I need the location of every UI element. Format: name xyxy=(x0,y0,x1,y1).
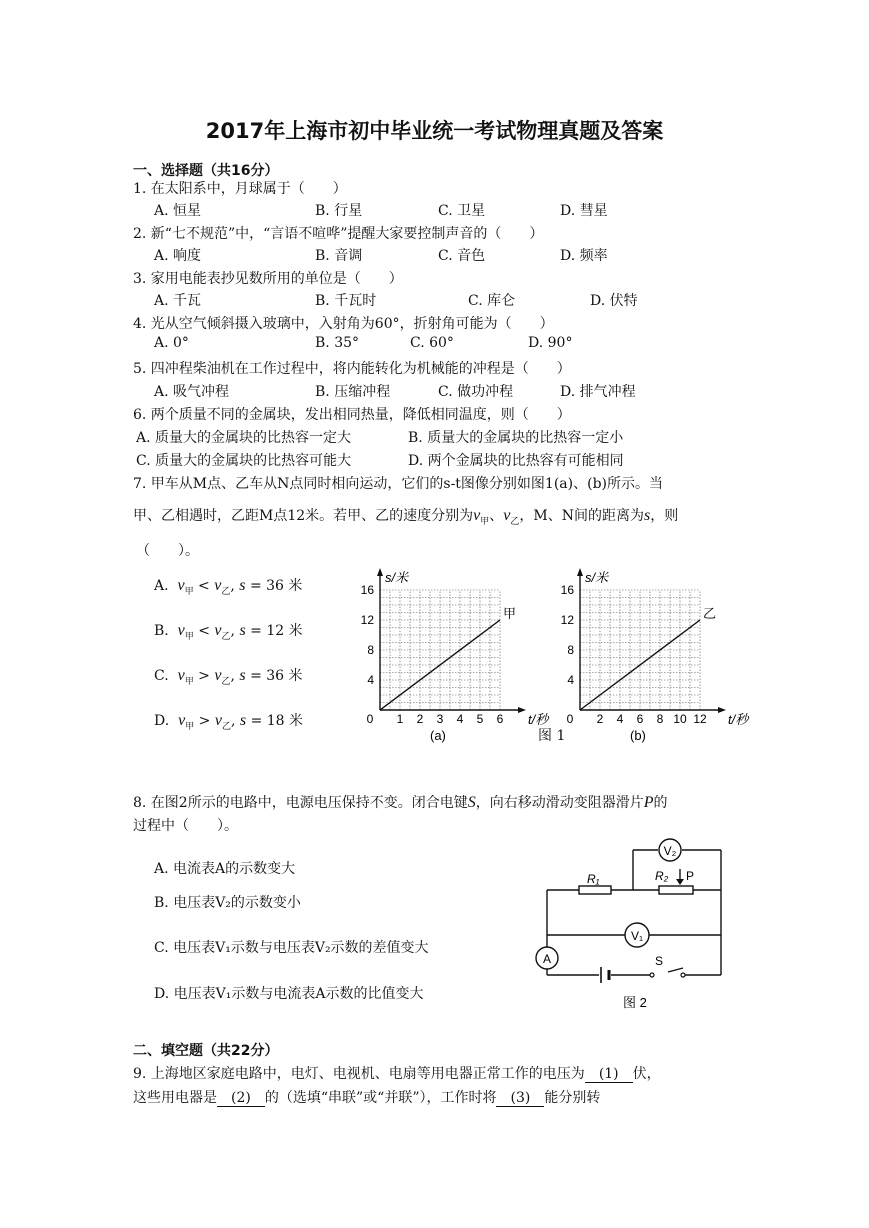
x-tick-label: 0 xyxy=(366,712,374,726)
question-7-line-3: （ ）。 xyxy=(136,543,199,559)
question-3-option-a: A. 千瓦 xyxy=(154,293,202,309)
question-2-option-b: B. 音调 xyxy=(315,248,363,264)
question-8-option-c: C. 电压表V₁示数与电压表V₂示数的差值变大 xyxy=(154,940,429,956)
x-axis-arrow-icon xyxy=(518,707,526,713)
x-tick-label: 3 xyxy=(436,712,444,726)
question-2-stem: 2. 新“七不规范”中，“言语不喧哗”提醒大家要控制声音的（ ） xyxy=(133,226,544,242)
y-tick-label: 16 xyxy=(360,583,374,597)
question-8-line-2: 过程中（ ）。 xyxy=(133,818,238,834)
blank-3[interactable]: (3) xyxy=(496,1090,544,1107)
resistor-r1-icon xyxy=(579,886,611,894)
question-4-option-b: B. 35° xyxy=(315,335,360,351)
y-tick-label: 4 xyxy=(567,673,574,687)
switch-s-icon xyxy=(650,973,654,977)
question-4-option-a: A. 0° xyxy=(154,335,189,351)
y-tick-label: 16 xyxy=(560,583,574,597)
question-2-option-a: A. 响度 xyxy=(154,248,202,264)
v2-label: V₂ xyxy=(663,844,677,858)
question-6-stem: 6. 两个质量不同的金属块，发出相同热量，降低相同温度，则（ ） xyxy=(133,407,571,423)
question-6-option-a: A. 质量大的金属块的比热容一定大 xyxy=(136,430,352,446)
y-axis-arrow-icon xyxy=(377,568,383,576)
question-6-option-d: D. 两个金属块的比热容有可能相同 xyxy=(408,453,624,469)
x-tick-label: 12 xyxy=(693,712,707,726)
question-8-option-b: B. 电压表V₂的示数变小 xyxy=(154,895,301,911)
y-axis-arrow-icon xyxy=(577,568,583,576)
figure-2-caption: 图 2 xyxy=(623,995,647,1010)
y-tick-label: 8 xyxy=(567,643,574,657)
question-4-stem: 4. 光从空气倾斜摄入玻璃中，入射角为60°，折射角可能为（ ） xyxy=(133,316,554,332)
figure-1b-chart xyxy=(540,565,750,745)
x-tick-label: 5 xyxy=(476,712,484,726)
question-3-option-d: D. 伏特 xyxy=(590,293,638,309)
question-5-stem: 5. 四冲程柴油机在工作过程中，将内能转化为机械能的冲程是（ ） xyxy=(133,361,571,377)
y-tick-label: 8 xyxy=(367,643,374,657)
x-tick-label: 4 xyxy=(616,712,624,726)
series-label: 乙 xyxy=(703,606,717,621)
page-title: 2017年上海市初中毕业统一考试物理真题及答案 xyxy=(205,119,664,143)
question-1-option-a: A. 恒星 xyxy=(154,203,202,219)
question-8-option-d: D. 电压表V₁示数与电流表A示数的比值变大 xyxy=(154,986,424,1002)
question-4-option-d: D. 90° xyxy=(528,335,573,351)
x-tick-label: 2 xyxy=(596,712,604,726)
x-tick-label: 6 xyxy=(636,712,644,726)
question-2-option-c: C. 音色 xyxy=(438,248,486,264)
question-7-line-1: 7. 甲车从M点、乙车从N点同时相向运动，它们的s-t图像分别如图1(a)、(b)所示。当 xyxy=(133,476,663,492)
question-7-option-a: A. $v_甲 < v_乙$, s = 36 米 xyxy=(154,577,303,597)
question-3-option-c: C. 库仑 xyxy=(468,293,516,309)
rheostat-r2-icon xyxy=(659,886,693,894)
question-6-option-c: C. 质量大的金属块的比热容可能大 xyxy=(136,453,352,469)
x-tick-label: 1 xyxy=(396,712,404,726)
question-6-option-b: B. 质量大的金属块的比热容一定小 xyxy=(408,430,624,446)
question-7-option-c: C. $v_甲 > v_乙$, s = 36 米 xyxy=(154,667,303,687)
x-tick-label: 2 xyxy=(416,712,424,726)
x-tick-label: 8 xyxy=(656,712,664,726)
question-1-option-b: B. 行星 xyxy=(315,203,363,219)
x-axis-label: t/秒 xyxy=(528,712,549,727)
p-label: P xyxy=(686,869,695,883)
question-8-option-a: A. 电流表A的示数变大 xyxy=(154,861,296,877)
figure-2-circuit xyxy=(525,835,735,1020)
question-1-option-c: C. 卫星 xyxy=(438,203,486,219)
x-tick-label: 10 xyxy=(673,712,687,726)
series-label: 甲 xyxy=(503,606,517,621)
question-3-stem: 3. 家用电能表抄见数所用的单位是（ ） xyxy=(133,271,403,287)
question-8-line-1: 8. 在图2所示的电路中，电源电压保持不变。闭合电键S，向右移动滑动变阻器滑片P的 xyxy=(133,794,668,811)
question-1-stem: 1. 在太阳系中，月球属于（ ） xyxy=(133,181,347,197)
y-axis-label: s/米 xyxy=(585,570,609,585)
question-2-option-d: D. 频率 xyxy=(560,248,608,264)
y-axis-label: s/米 xyxy=(385,570,409,585)
question-7-option-b: B. $v_甲 < v_乙$, s = 12 米 xyxy=(154,622,303,642)
question-1-option-d: D. 彗星 xyxy=(560,203,608,219)
section-heading-choice: 一、选择题（共16分） xyxy=(133,163,279,179)
question-9-line-1: 9. 上海地区家庭电路中，电灯、电视机、电扇等用电器正常工作的电压为 (1) 伏， xyxy=(133,1066,661,1082)
question-5-option-d: D. 排气冲程 xyxy=(560,384,636,400)
slider-p-arrow-icon xyxy=(676,879,684,885)
x-axis-label: t/秒 xyxy=(728,712,749,727)
question-9-line-2: 这些用电器是 (2) 的（选填“串联”或“并联”），工作时将 (3) 能分别转 xyxy=(133,1090,601,1106)
question-5-option-b: B. 压缩冲程 xyxy=(315,384,391,400)
y-tick-label: 12 xyxy=(560,613,574,627)
figure-sublabel: (b) xyxy=(630,728,646,743)
switch-label: S xyxy=(655,954,664,968)
blank-2[interactable]: (2) xyxy=(217,1090,265,1107)
x-axis-arrow-icon xyxy=(718,707,726,713)
r2-label: R₂ xyxy=(655,869,669,883)
blank-1[interactable]: (1) xyxy=(585,1066,633,1083)
x-tick-label: 6 xyxy=(496,712,504,726)
x-tick-label: 0 xyxy=(566,712,574,726)
ammeter-label: A xyxy=(542,952,552,966)
question-7-line-2: 甲、乙相遇时，乙距M点12米。若甲、乙的速度分别为$v_甲$、$v_乙$，M、N间的距离为s，则 xyxy=(133,507,679,527)
question-5-option-c: C. 做功冲程 xyxy=(438,384,514,400)
question-5-option-a: A. 吸气冲程 xyxy=(154,384,230,400)
figure-1a-chart xyxy=(340,565,549,745)
figure-1-caption: 图 1 xyxy=(538,728,566,744)
v1-label: V₁ xyxy=(630,929,644,943)
question-7-option-d: D. $v_甲 > v_乙$, s = 18 米 xyxy=(154,712,304,732)
r1-label: R₁ xyxy=(587,872,600,886)
x-tick-label: 4 xyxy=(456,712,464,726)
section-heading-fill: 二、填空题（共22分） xyxy=(133,1043,279,1059)
y-tick-label: 12 xyxy=(360,613,374,627)
y-tick-label: 4 xyxy=(367,673,374,687)
question-3-option-b: B. 千瓦时 xyxy=(315,293,377,309)
figure-sublabel: (a) xyxy=(430,728,446,743)
question-4-option-c: C. 60° xyxy=(410,335,454,351)
